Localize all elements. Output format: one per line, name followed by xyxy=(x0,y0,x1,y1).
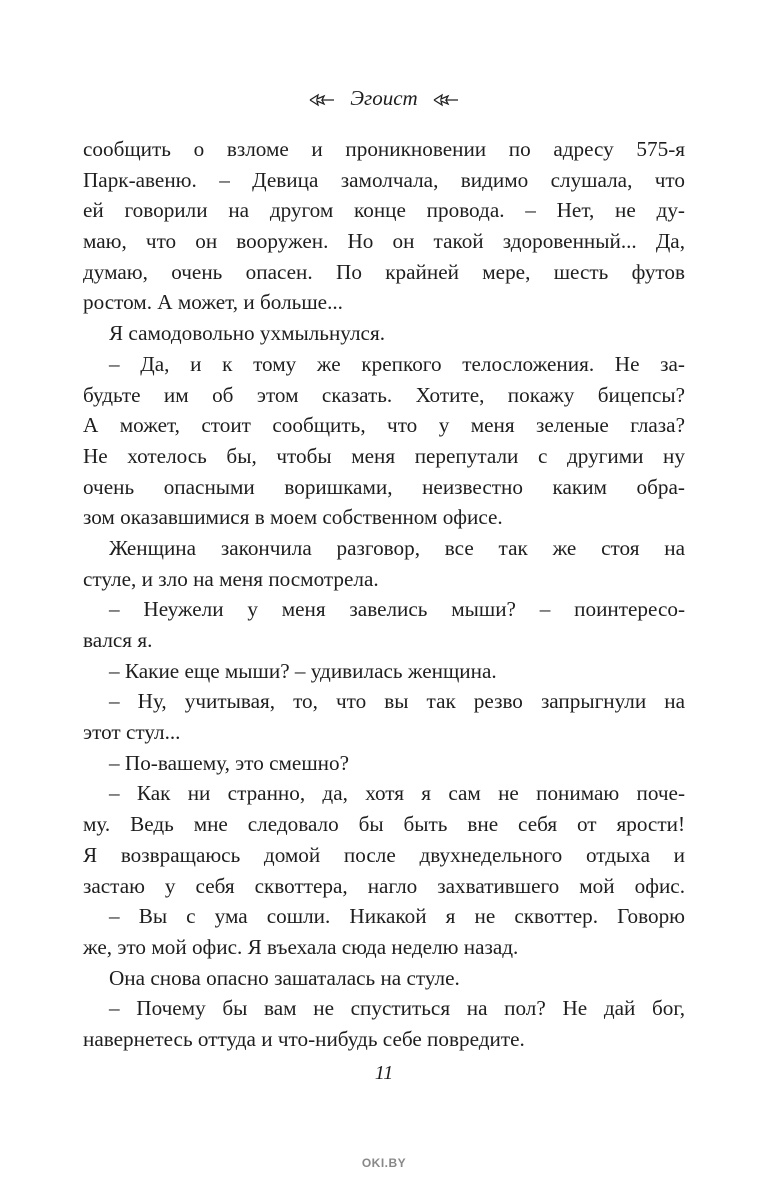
body-text xyxy=(83,134,685,1055)
text-line: очень опасными воришками, неизвестно каким обра- xyxy=(83,474,685,499)
text-line: – Почему бы вам не спуститься на пол? Не дай бог, xyxy=(109,996,685,1021)
text-line: маю, что он вооружен. Но он такой здоровенный... Да, xyxy=(83,229,685,254)
text-line: навернетесь оттуда и что-нибудь себе повредите. xyxy=(83,1026,525,1051)
text-line: ростом. А может, и больше... xyxy=(83,290,343,315)
right-ornament-icon xyxy=(432,88,460,113)
text-line: – Какие еще мыши? – удивилась женщина. xyxy=(109,658,497,683)
text-line: Я самодовольно ухмыльнулся. xyxy=(109,321,385,346)
text-line: Я возвращаюсь домой после двухнедельного отдыха и xyxy=(83,842,685,867)
text-line: – Как ни странно, да, хотя я сам не понимаю поче- xyxy=(109,781,685,806)
text-line: Парк-авеню. – Девица замолчала, видимо слушала, что xyxy=(83,167,685,192)
text-line: – Вы с ума сошли. Никакой я не сквоттер. Говорю xyxy=(109,904,685,929)
text-line: стуле, и зло на меня посмотрела. xyxy=(83,566,379,591)
text-line: этот стул... xyxy=(83,720,181,745)
text-line: – Ну, учитывая, то, что вы так резво запрыгнули на xyxy=(109,689,685,714)
watermark: OKI.BY xyxy=(361,1156,407,1170)
text-line: вался я. xyxy=(83,628,153,652)
text-line: му. Ведь мне следовало бы быть вне себя от ярости! xyxy=(83,812,685,837)
text-line: застаю у себя сквоттера, нагло захватившего мой офис. xyxy=(83,873,685,898)
header-title: Эгоист xyxy=(350,86,418,110)
text-line: Не хотелось бы, чтобы меня перепутали с другими ну xyxy=(83,443,685,468)
text-line: думаю, очень опасен. По крайней мере, шесть футов xyxy=(83,259,685,284)
running-header xyxy=(0,86,768,113)
text-line: – По-вашему, это смешно? xyxy=(109,750,349,775)
text-line: ей говорили на другом конце провода. – Нет, не ду- xyxy=(83,198,685,223)
text-line: же, это мой офис. Я въехала сюда неделю назад. xyxy=(83,934,519,959)
text-line: будьте им об этом сказать. Хотите, покажу бицепсы? xyxy=(83,382,685,407)
text-line: Она снова опасно зашаталась на стуле. xyxy=(109,965,460,990)
text-line: зом оказавшимися в моем собственном офисе. xyxy=(83,505,503,530)
text-line: Женщина закончила разговор, все так же стоя на xyxy=(109,535,685,560)
left-ornament-icon xyxy=(308,88,336,113)
text-line: сообщить о взломе и проникновении по адресу 575-я xyxy=(83,137,685,161)
page-number: 11 xyxy=(374,1062,394,1084)
text-line: А может, стоит сообщить, что у меня зеленые глаза? xyxy=(83,413,685,438)
text-line: – Неужели у меня завелись мыши? – поинтересо- xyxy=(109,597,685,622)
text-line: – Да, и к тому же крепкого телосложения. Не за- xyxy=(109,351,685,376)
